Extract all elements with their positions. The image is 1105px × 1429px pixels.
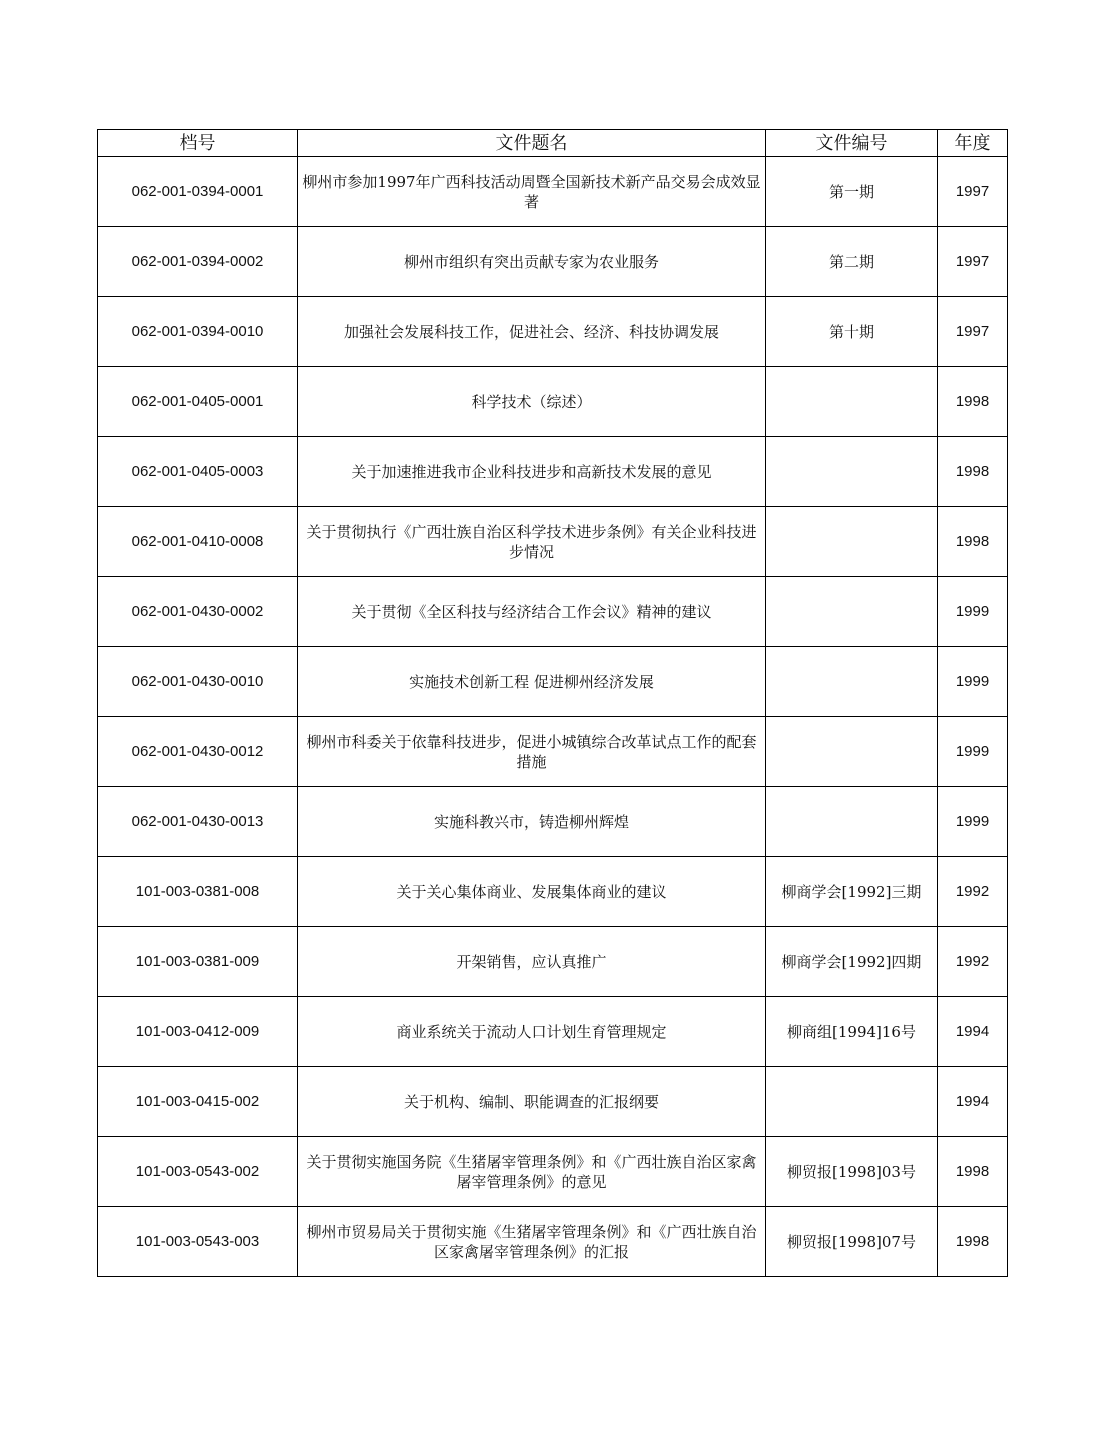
archive-number-cell: 062-001-0405-0003: [98, 437, 298, 507]
file-title-cell: 加强社会发展科技工作，促进社会、经济、科技协调发展: [298, 297, 766, 367]
archive-number-cell: 101-003-0543-003: [98, 1207, 298, 1277]
file-title-cell: 关于机构、编制、职能调查的汇报纲要: [298, 1067, 766, 1137]
table-row: [98, 1137, 1008, 1207]
year-cell: 1998: [938, 437, 1008, 507]
header-row: [98, 130, 1008, 157]
table-row: [98, 647, 1008, 717]
file-title-cell: 商业系统关于流动人口计划生育管理规定: [298, 997, 766, 1067]
year-cell: 1994: [938, 997, 1008, 1067]
table-row: [98, 577, 1008, 647]
table-row: [98, 927, 1008, 997]
file-title-cell: 关于关心集体商业、发展集体商业的建议: [298, 857, 766, 927]
file-number-cell: [766, 717, 938, 787]
header-file-number: 文件编号: [766, 130, 938, 157]
table-row: [98, 227, 1008, 297]
file-title-cell: 开架销售，应认真推广: [298, 927, 766, 997]
file-number-cell: [766, 1067, 938, 1137]
year-cell: 1994: [938, 1067, 1008, 1137]
file-number-cell: 第十期: [766, 297, 938, 367]
table-row: [98, 997, 1008, 1067]
file-title-cell: 关于贯彻执行《广西壮族自治区科学技术进步条例》有关企业科技进步情况: [298, 507, 766, 577]
table-row: [98, 367, 1008, 437]
file-number-cell: 柳贸报[1998]07号: [766, 1207, 938, 1277]
file-title-cell: 柳州市组织有突出贡献专家为农业服务: [298, 227, 766, 297]
file-number-cell: 柳贸报[1998]03号: [766, 1137, 938, 1207]
file-title-cell: 科学技术（综述）: [298, 367, 766, 437]
file-number-cell: 柳商组[1994]16号: [766, 997, 938, 1067]
archive-number-cell: 062-001-0430-0002: [98, 577, 298, 647]
file-number-cell: [766, 507, 938, 577]
archive-number-cell: 062-001-0430-0013: [98, 787, 298, 857]
year-cell: 1997: [938, 227, 1008, 297]
file-number-cell: [766, 787, 938, 857]
file-title-cell: 关于加速推进我市企业科技进步和高新技术发展的意见: [298, 437, 766, 507]
year-cell: 1992: [938, 927, 1008, 997]
file-title-cell: 柳州市贸易局关于贯彻实施《生猪屠宰管理条例》和《广西壮族自治区家禽屠宰管理条例》的汇报: [298, 1207, 766, 1277]
archive-number-cell: 062-001-0430-0010: [98, 647, 298, 717]
table-row: [98, 157, 1008, 227]
header-file-title: 文件题名: [298, 130, 766, 157]
table-row: [98, 437, 1008, 507]
year-cell: 1999: [938, 577, 1008, 647]
archive-number-cell: 062-001-0405-0001: [98, 367, 298, 437]
table-row: [98, 857, 1008, 927]
archive-number-cell: 062-001-0394-0010: [98, 297, 298, 367]
archive-number-cell: 101-003-0381-008: [98, 857, 298, 927]
year-cell: 1998: [938, 1207, 1008, 1277]
year-cell: 1998: [938, 507, 1008, 577]
table-row: [98, 787, 1008, 857]
year-cell: 1997: [938, 157, 1008, 227]
archive-number-cell: 101-003-0381-009: [98, 927, 298, 997]
archive-number-cell: 062-001-0410-0008: [98, 507, 298, 577]
file-number-cell: 柳商学会[1992]四期: [766, 927, 938, 997]
year-cell: 1999: [938, 787, 1008, 857]
file-number-cell: [766, 577, 938, 647]
year-cell: 1998: [938, 1137, 1008, 1207]
year-cell: 1998: [938, 367, 1008, 437]
archive-number-cell: 101-003-0415-002: [98, 1067, 298, 1137]
year-cell: 1999: [938, 647, 1008, 717]
file-title-cell: 柳州市参加1997年广西科技活动周暨全国新技术新产品交易会成效显著: [298, 157, 766, 227]
table-row: [98, 297, 1008, 367]
archive-table: [97, 129, 1008, 1277]
year-cell: 1997: [938, 297, 1008, 367]
table-row: [98, 1207, 1008, 1277]
file-number-cell: [766, 367, 938, 437]
file-title-cell: 柳州市科委关于依靠科技进步，促进小城镇综合改革试点工作的配套措施: [298, 717, 766, 787]
file-title-cell: 关于贯彻实施国务院《生猪屠宰管理条例》和《广西壮族自治区家禽屠宰管理条例》的意见: [298, 1137, 766, 1207]
file-title-cell: 实施科教兴市，铸造柳州辉煌: [298, 787, 766, 857]
archive-number-cell: 101-003-0543-002: [98, 1137, 298, 1207]
file-title-cell: 关于贯彻《全区科技与经济结合工作会议》精神的建议: [298, 577, 766, 647]
year-cell: 1999: [938, 717, 1008, 787]
archive-number-cell: 062-001-0394-0001: [98, 157, 298, 227]
year-cell: 1992: [938, 857, 1008, 927]
archive-number-cell: 062-001-0430-0012: [98, 717, 298, 787]
table-row: [98, 717, 1008, 787]
header-year: 年度: [938, 130, 1008, 157]
file-number-cell: 柳商学会[1992]三期: [766, 857, 938, 927]
file-title-cell: 实施技术创新工程 促进柳州经济发展: [298, 647, 766, 717]
file-number-cell: 第一期: [766, 157, 938, 227]
header-archive-number: 档号: [98, 130, 298, 157]
archive-number-cell: 062-001-0394-0002: [98, 227, 298, 297]
file-number-cell: [766, 437, 938, 507]
file-number-cell: [766, 647, 938, 717]
table-row: [98, 1067, 1008, 1137]
archive-number-cell: 101-003-0412-009: [98, 997, 298, 1067]
file-number-cell: 第二期: [766, 227, 938, 297]
table-row: [98, 507, 1008, 577]
